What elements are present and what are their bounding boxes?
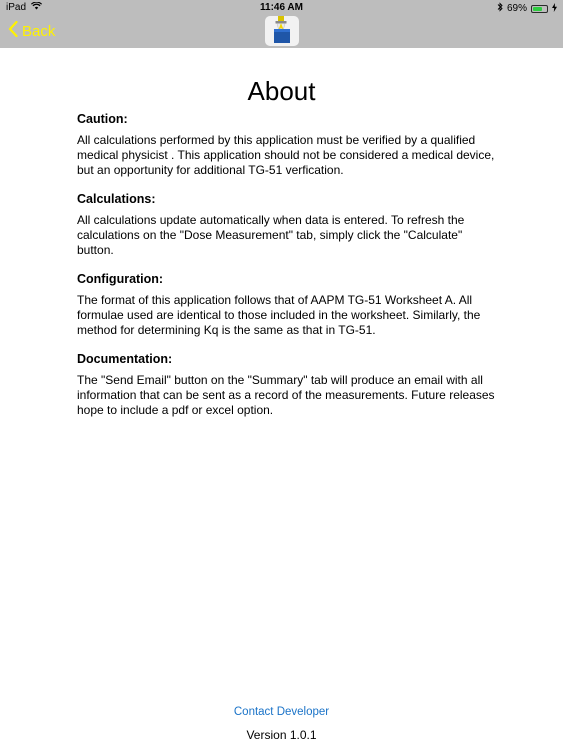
section-documentation [77,352,497,418]
status-right [497,2,557,15]
battery-percent: 69% [506,3,527,14]
section-calculations [77,192,497,258]
charging-icon [552,3,557,15]
version-label: Version 1.0.1 [246,728,317,742]
section-body: The format of this application follows that of AAPM TG-51 Worksheet A. All formulae used are identical to those included in the worksheet. Similarly, the method for determining Kq is the same as that in TG-51. [77,293,481,337]
app-logo-icon [265,16,299,46]
page-title: About [247,76,316,106]
section-heading: Documentation: [77,352,173,366]
section-heading: Configuration: [77,272,164,286]
status-bar [0,0,563,16]
battery-icon [531,5,548,13]
section-heading: Calculations: [77,192,156,206]
about-content [77,112,497,432]
section-heading: Caution: [77,112,128,126]
status-time: 11:46 AM [260,2,303,13]
section-caution [77,112,497,178]
section-body: All calculations performed by this application must be verified by a qualified medical physicist . This application should not be considered a medical device, but an opportunity for additional TG-51 verfication. [77,133,495,177]
navigation-bar [0,16,563,48]
device-name: iPad [6,2,27,13]
back-label: Back [22,22,56,40]
contact-developer-link[interactable]: Contact Developer [233,706,330,718]
bluetooth-icon [497,2,503,15]
section-body: All calculations update automatically when data is entered. To refresh the calculations on the "Dose Measurement" tab, simply click the "Calculate" button. [77,213,465,257]
chevron-left-icon [8,21,22,41]
battery-fill [533,7,542,11]
section-configuration [77,272,497,338]
section-body: The "Send Email" button on the "Summary" tab will produce an email with all information that can be sent as a record of the measurements. Future releases hope to include a pdf or excel option. [77,373,495,417]
back-button[interactable] [8,21,55,41]
